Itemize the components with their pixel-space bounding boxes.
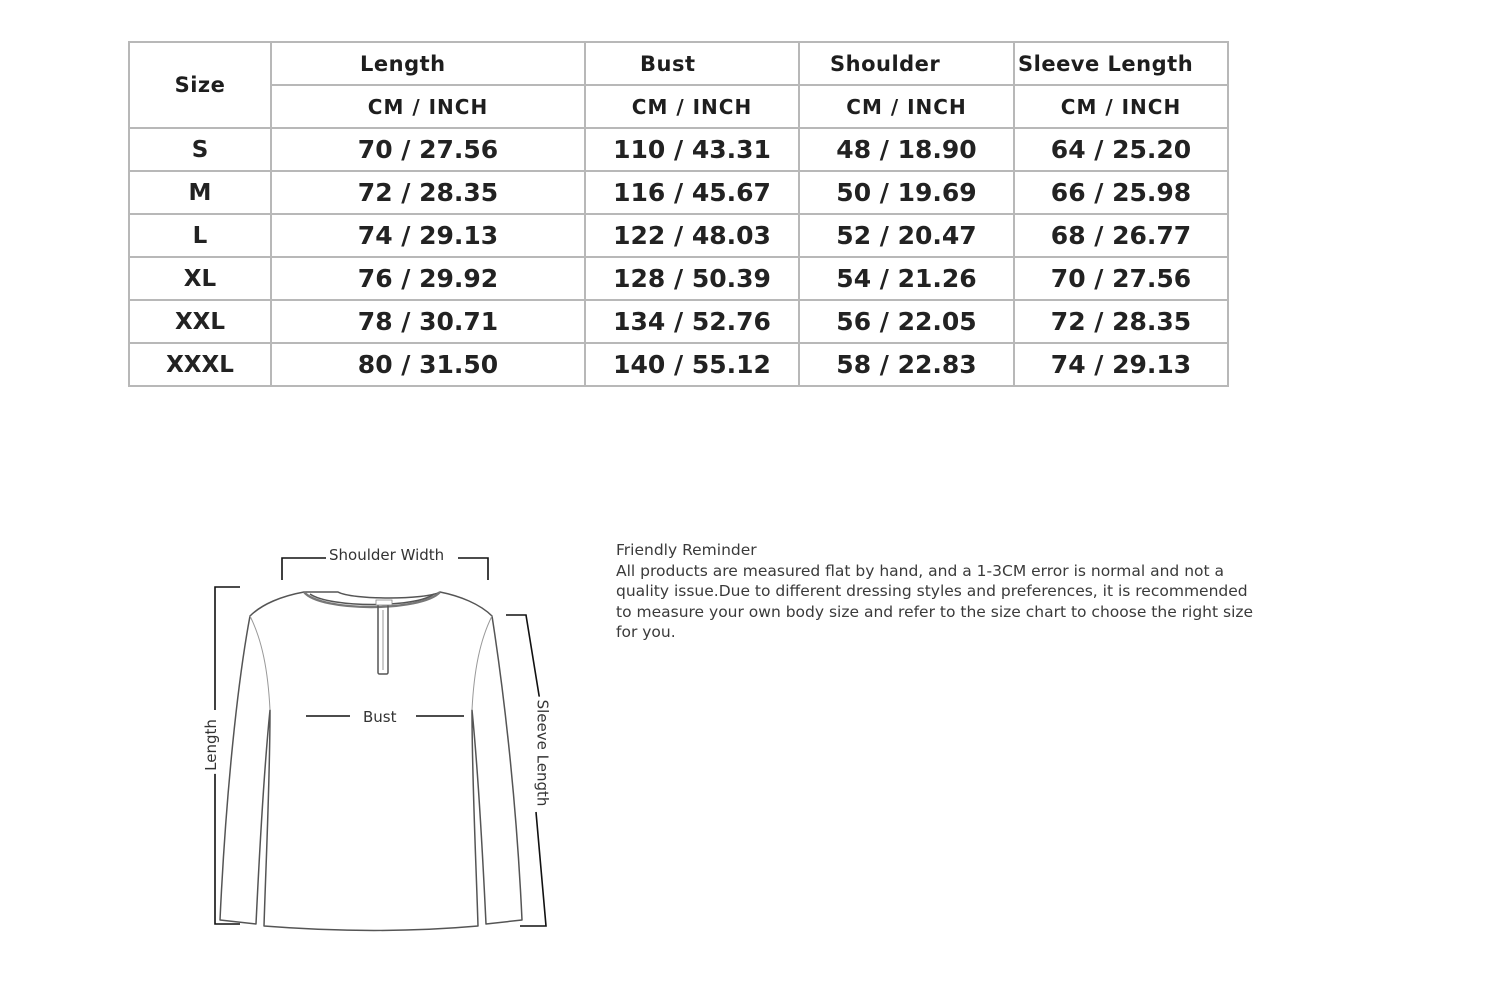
table-row	[129, 128, 1228, 171]
size-cell: S	[129, 128, 271, 171]
sleeve-length-cell: 66 / 25.98	[1014, 171, 1228, 214]
shoulder-width-label: Shoulder Width	[326, 546, 447, 564]
bust-cell: 110 / 43.31	[585, 128, 799, 171]
length-cell: 78 / 30.71	[271, 300, 585, 343]
sleeve-length-cell: 64 / 25.20	[1014, 128, 1228, 171]
length-cell: 76 / 29.92	[271, 257, 585, 300]
bust-cell: 128 / 50.39	[585, 257, 799, 300]
length-cell: 70 / 27.56	[271, 128, 585, 171]
length-cell: 80 / 31.50	[271, 343, 585, 386]
table-row	[129, 257, 1228, 300]
table-header-row	[129, 42, 1228, 85]
size-cell: M	[129, 171, 271, 214]
bust-cell: 122 / 48.03	[585, 214, 799, 257]
length-label: Length	[202, 716, 220, 774]
shoulder-cell: 48 / 18.90	[799, 128, 1014, 171]
shoulder-cell: 50 / 19.69	[799, 171, 1014, 214]
length-column-header: Length	[271, 42, 585, 85]
unit-label: CM / INCH	[271, 85, 585, 128]
sleeve-length-cell: 70 / 27.56	[1014, 257, 1228, 300]
bust-label: Bust	[360, 708, 400, 726]
bust-cell: 134 / 52.76	[585, 300, 799, 343]
shoulder-column-header: Shoulder	[799, 42, 1014, 85]
length-cell: 72 / 28.35	[271, 171, 585, 214]
bust-cell: 140 / 55.12	[585, 343, 799, 386]
unit-label: CM / INCH	[585, 85, 799, 128]
size-cell: XXXL	[129, 343, 271, 386]
size-chart-table	[128, 41, 1229, 387]
long-sleeve-shirt-illustration	[190, 540, 570, 940]
shoulder-cell: 56 / 22.05	[799, 300, 1014, 343]
sleeve-length-cell: 68 / 26.77	[1014, 214, 1228, 257]
size-column-header: Size	[129, 42, 271, 128]
size-cell: XXL	[129, 300, 271, 343]
table-row	[129, 171, 1228, 214]
table-row	[129, 343, 1228, 386]
table-unit-row	[129, 85, 1228, 128]
bust-cell: 116 / 45.67	[585, 171, 799, 214]
unit-label: CM / INCH	[799, 85, 1014, 128]
size-cell: L	[129, 214, 271, 257]
sleeve-length-column-header: Sleeve Length	[1014, 42, 1228, 85]
shoulder-cell: 52 / 20.47	[799, 214, 1014, 257]
sleeve-length-cell: 72 / 28.35	[1014, 300, 1228, 343]
unit-label: CM / INCH	[1014, 85, 1228, 128]
table-row	[129, 300, 1228, 343]
length-cell: 74 / 29.13	[271, 214, 585, 257]
reminder-title: Friendly Reminder	[616, 541, 757, 559]
reminder-body: All products are measured flat by hand, and a 1-3CM error is normal and not a quality issue.Due to different dressing styles and preferences, it is recommended to measure your own body size and refer to the size chart to choose the right size for you.	[616, 561, 1254, 641]
size-cell: XL	[129, 257, 271, 300]
bust-column-header: Bust	[585, 42, 799, 85]
sleeve-length-label: Sleeve Length	[533, 697, 551, 810]
shoulder-cell: 54 / 21.26	[799, 257, 1014, 300]
shoulder-cell: 58 / 22.83	[799, 343, 1014, 386]
sleeve-length-cell: 74 / 29.13	[1014, 343, 1228, 386]
garment-measurement-diagram	[190, 540, 570, 940]
friendly-reminder	[616, 540, 1266, 643]
table-row	[129, 214, 1228, 257]
